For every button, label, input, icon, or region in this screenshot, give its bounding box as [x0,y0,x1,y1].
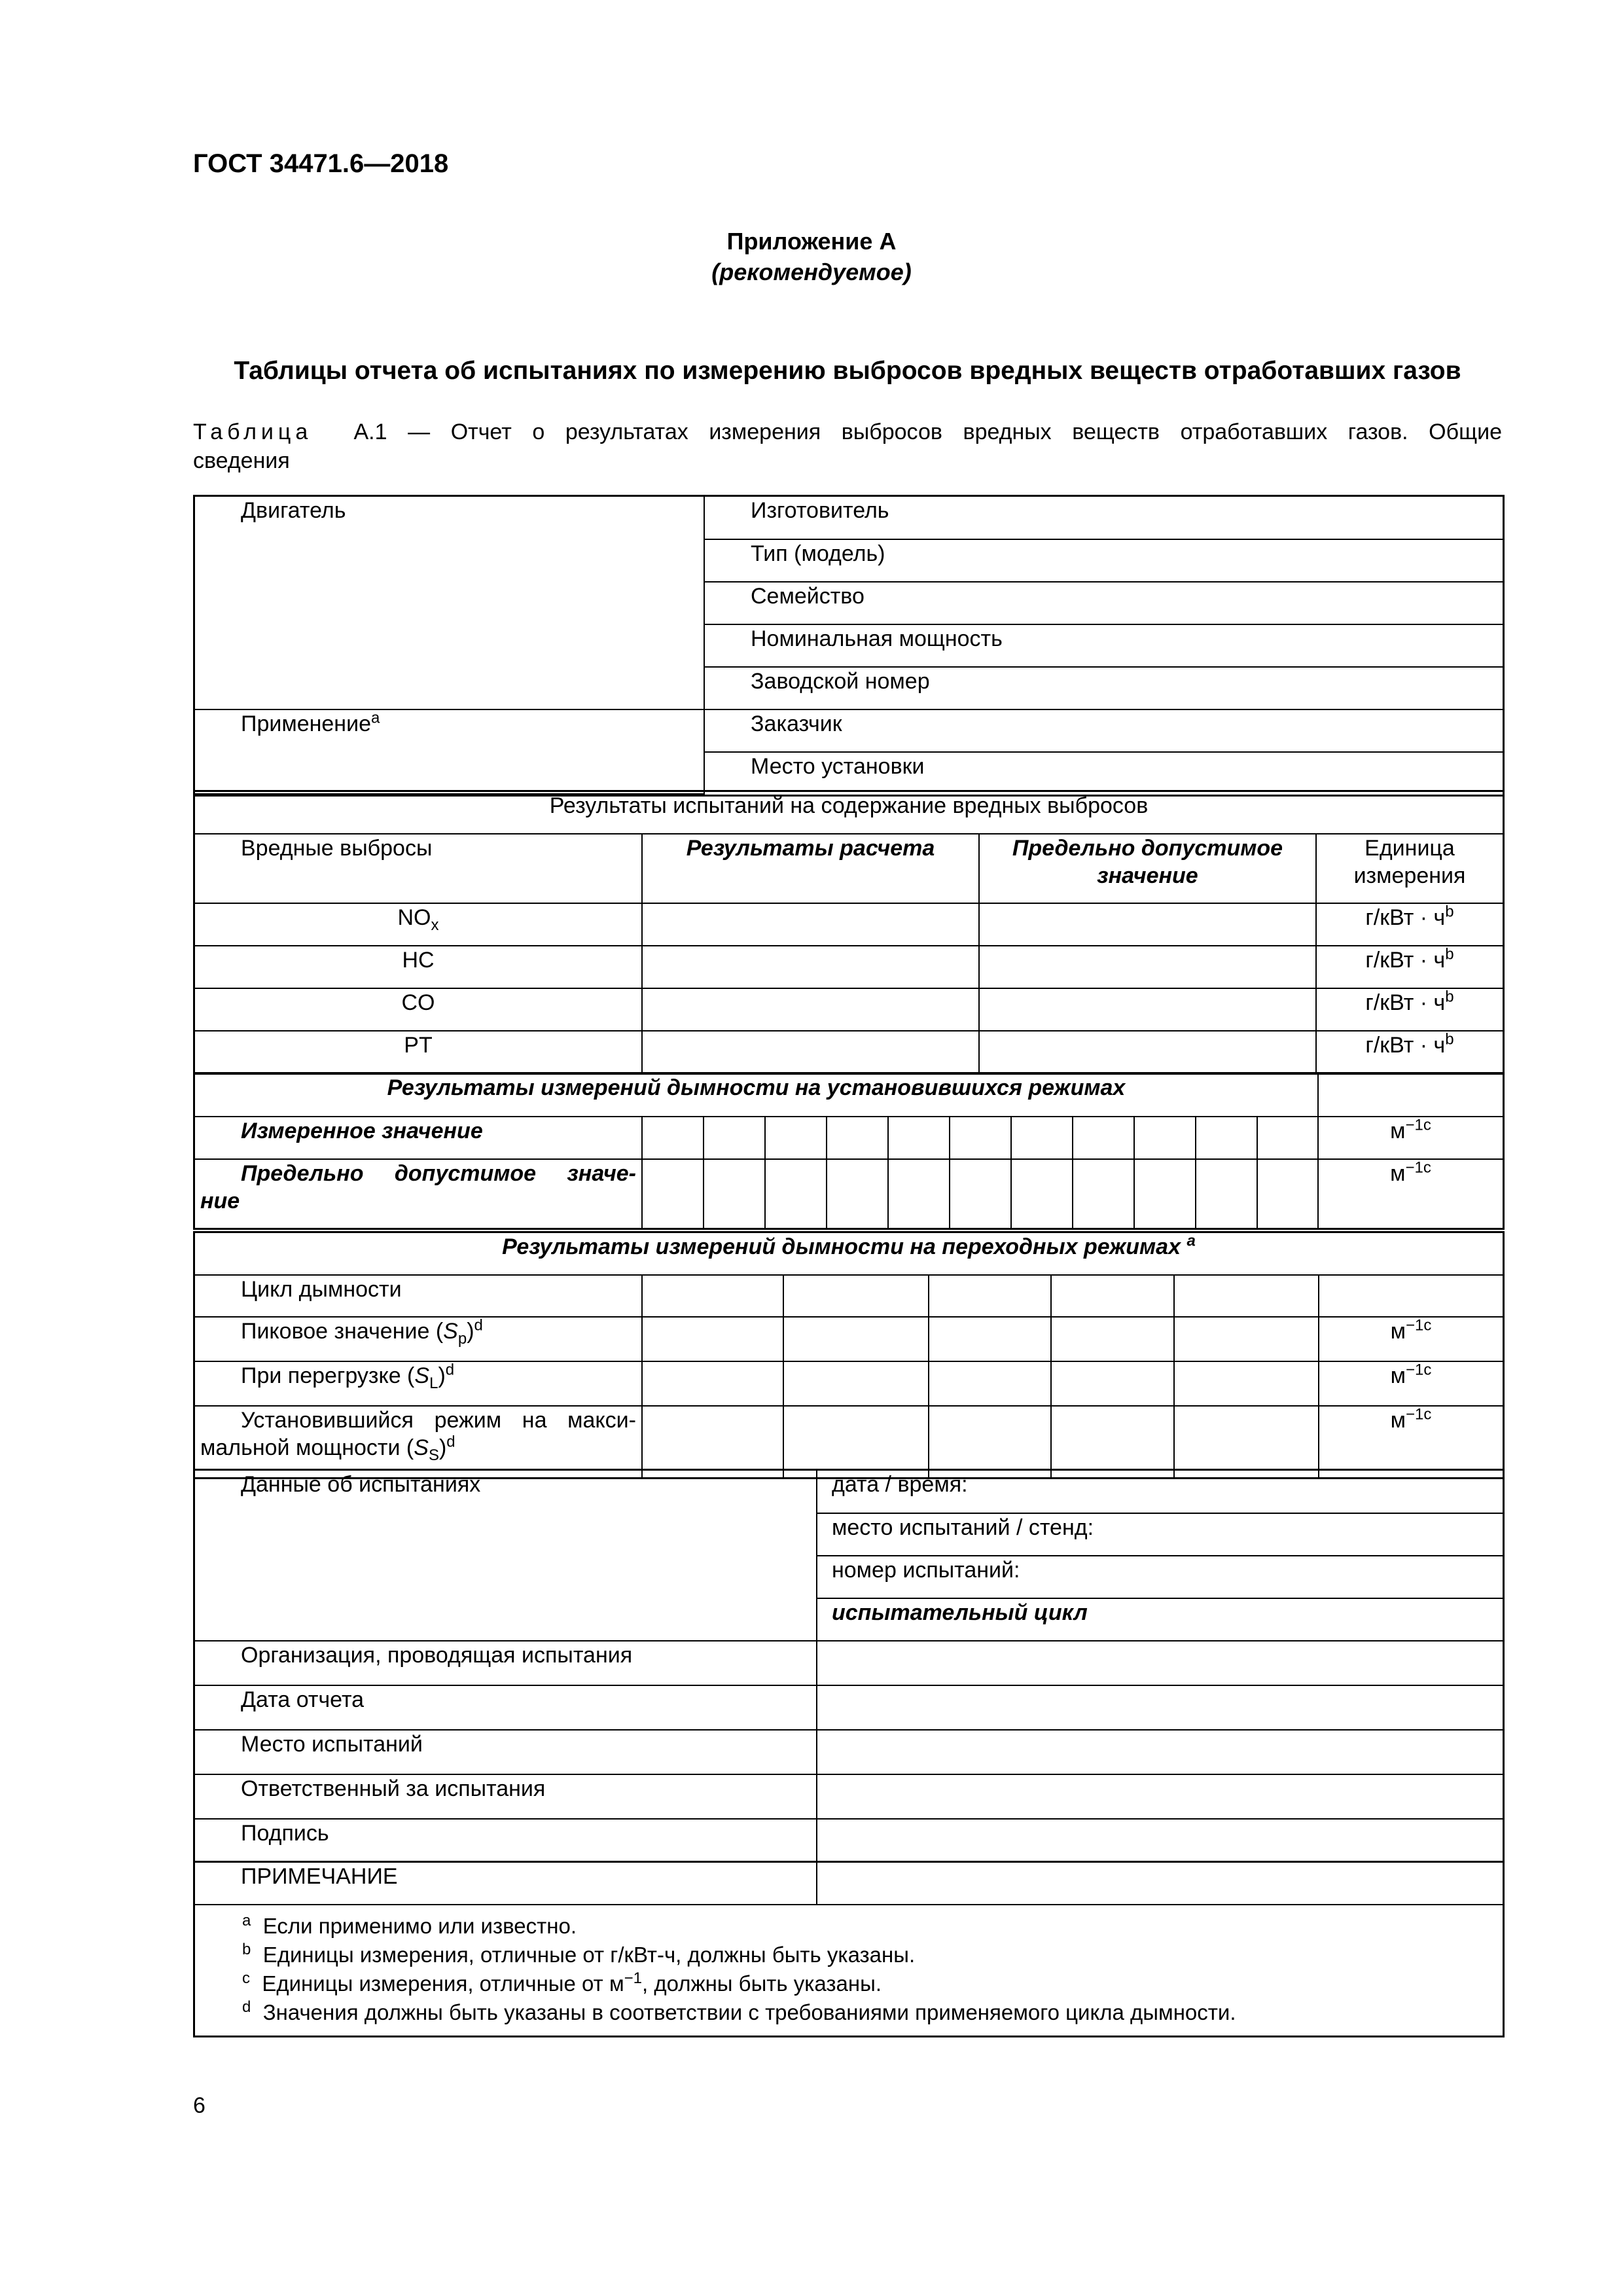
smoke-steady-cell [704,1117,765,1159]
emissions-block [193,790,1505,1075]
smoke-transient-label: При перегрузке $(S_L)^d$ [195,1361,642,1406]
smoke-steady-cell [704,1159,765,1228]
emission-calc-cell [642,903,979,946]
smoke-transient-cell [1051,1361,1174,1406]
emission-calc-cell [642,988,979,1031]
emission-limit-cell [979,903,1316,946]
emission-unit: $г/кВт \cdot ч^b$ [1316,903,1503,946]
emissions-header-calc: Результаты расчета [642,834,979,903]
emission-name: PT [195,1031,642,1073]
smoke-steady-cell [642,1117,704,1159]
smoke-steady-title-unit-cell [1318,1074,1503,1117]
document-code: ГОСТ 34471.6—2018 [193,149,449,178]
smoke-steady-cell [827,1117,888,1159]
emissions-header-name: Вредные выбросы [195,834,642,903]
smoke-transient-cell [783,1406,929,1477]
emissions-title: Результаты испытаний на содержание вредных выбросов [195,792,1503,834]
smoke-steady-cell [888,1117,950,1159]
smoke-transient-cell [783,1317,929,1361]
emission-unit: $г/кВт \cdot ч^b$ [1316,988,1503,1031]
smoke-transient-label: Цикл дымности [195,1275,642,1317]
smoke-steady-cell [950,1117,1011,1159]
smoke-steady-cell [1073,1159,1134,1228]
smoke-transient-label: Установившийся режим на макси- мальной мощности $(S_S)^d$ [195,1406,642,1477]
page-number: 6 [193,2093,205,2118]
info-row-label: Ответственный за испытания [195,1774,817,1819]
emission-calc-cell [642,946,979,988]
engine-field: Номинальная мощность [704,624,1503,667]
smoke-transient-cell [642,1361,783,1406]
test-data-field: испытательный цикл [817,1598,1503,1641]
footnotes [195,1905,1503,2027]
smoke-steady-title: Результаты измерений дымности на установившихся режимах [195,1074,1318,1117]
info-row-label: Организация, проводящая испытания [195,1641,817,1685]
engine-label: Двигатель [195,497,704,709]
smoke-transient-block [193,1231,1505,1479]
test-data-field: дата / время: [817,1471,1503,1513]
info-row-value [817,1685,1503,1730]
smoke-transient-unit: $м^{-1c}$ [1319,1317,1503,1361]
test-data-field: место испытаний / стенд: [817,1513,1503,1556]
emission-name: $NO_x$ [195,903,642,946]
footnote: $^c$ Единицы измерения, отличные от $м^{-1}$, должны быть указаны. [242,1969,882,1996]
smoke-steady-cell [1196,1117,1257,1159]
engine-field: Семейство [704,582,1503,624]
smoke-steady-unit: $м^{-1c}$ [1318,1159,1503,1228]
smoke-steady-cell [888,1159,950,1228]
emission-calc-cell [642,1031,979,1073]
smoke-transient-cell [1174,1275,1319,1317]
smoke-steady-cell [765,1117,827,1159]
smoke-transient-cell [642,1406,783,1477]
smoke-transient-label: Пиковое значение $(S_p)^d$ [195,1317,642,1361]
emission-unit: $г/кВт \cdot ч^b$ [1316,946,1503,988]
emissions-header-limit: Предельно допустимое значение [979,834,1316,903]
appendix-title: Приложение А [726,228,897,255]
smoke-steady-cell [950,1159,1011,1228]
emission-unit: $г/кВт \cdot ч^b$ [1316,1031,1503,1073]
smoke-transient-title: Результаты измерений дымности на переходных режимах $^a$ [195,1233,1503,1275]
section-title: Таблицы отчета об испытаниях по измерению выбросов вредных веществ отработавших газов [234,357,1461,385]
emissions-header-unit: Единица измерения [1316,834,1503,903]
smoke-steady-cell [1134,1159,1196,1228]
table-caption: Таблица А.1 — Отчет о результатах измерения выбросов вредных веществ отработавших газов. Общие [193,420,1502,444]
appendix-status: (рекомендуемое) [711,259,912,285]
info-row-value [817,1774,1503,1819]
engine-block [193,495,1505,797]
smoke-transient-cell [1174,1361,1319,1406]
smoke-steady-cell [1257,1159,1318,1228]
smoke-transient-cell [929,1361,1051,1406]
smoke-steady-cell [765,1159,827,1228]
info-row-label: Дата отчета [195,1685,817,1730]
smoke-steady-cell [827,1159,888,1228]
smoke-transient-cell [642,1275,783,1317]
smoke-steady-unit: $м^{-1c}$ [1318,1117,1503,1159]
smoke-transient-cell [642,1317,783,1361]
smoke-steady-block [193,1072,1505,1230]
table-caption-cont: сведения [193,448,290,473]
smoke-transient-cell [1174,1317,1319,1361]
smoke-steady-label: Предельно допустимое значе- ние [195,1159,642,1228]
smoke-transient-cell [1051,1317,1174,1361]
info-row-value [817,1819,1503,1861]
smoke-transient-cell [1051,1275,1174,1317]
smoke-steady-cell [1073,1117,1134,1159]
info-row-value [817,1641,1503,1685]
emission-name: HC [195,946,642,988]
smoke-transient-unit: $м^{-1c}$ [1319,1361,1503,1406]
smoke-transient-cell [929,1275,1051,1317]
application-field: Заказчик [704,709,1503,752]
note-value [817,1863,1503,1905]
smoke-transient-cell [1051,1406,1174,1477]
smoke-steady-label: Измеренное значение [195,1117,642,1159]
application-field: Место установки [704,752,1503,794]
test-data-field: номер испытаний: [817,1556,1503,1598]
smoke-steady-cell [1196,1159,1257,1228]
emission-name: CO [195,988,642,1031]
footnote: $^a$ Если применимо или известно. [242,1912,577,1938]
info-row-label: Место испытаний [195,1730,817,1774]
note-label: ПРИМЕЧАНИЕ [195,1863,817,1905]
emission-limit-cell [979,1031,1316,1073]
test-data-block [193,1469,1505,1863]
info-row-label: Подпись [195,1819,817,1861]
smoke-transient-cell [1174,1406,1319,1477]
engine-field: Заводской номер [704,667,1503,709]
note-block [193,1861,1505,2037]
smoke-steady-cell [1134,1117,1196,1159]
emission-limit-cell [979,988,1316,1031]
smoke-transient-unit: $м^{-1c}$ [1319,1406,1503,1477]
smoke-steady-cell [1011,1159,1073,1228]
footnote: $^b$ Единицы измерения, отличные от г/кВт-ч, должны быть указаны. [242,1941,916,1967]
smoke-steady-cell [1257,1117,1318,1159]
footnote: $^d$ Значения должны быть указаны в соответствии с требованиями применяемого цикла дымности. [242,1998,1236,2024]
smoke-transient-cell [929,1317,1051,1361]
emission-limit-cell [979,946,1316,988]
smoke-transient-unit-cell [1319,1275,1503,1317]
engine-field: Изготовитель [704,497,1503,539]
smoke-steady-cell [642,1159,704,1228]
smoke-steady-cell [1011,1117,1073,1159]
engine-field: Тип (модель) [704,539,1503,582]
test-data-label: Данные об испытаниях [195,1471,817,1641]
smoke-transient-cell [929,1406,1051,1477]
application-label: Применение$^a$ [195,709,704,794]
info-row-value [817,1730,1503,1774]
smoke-transient-cell [783,1361,929,1406]
smoke-transient-cell [783,1275,929,1317]
